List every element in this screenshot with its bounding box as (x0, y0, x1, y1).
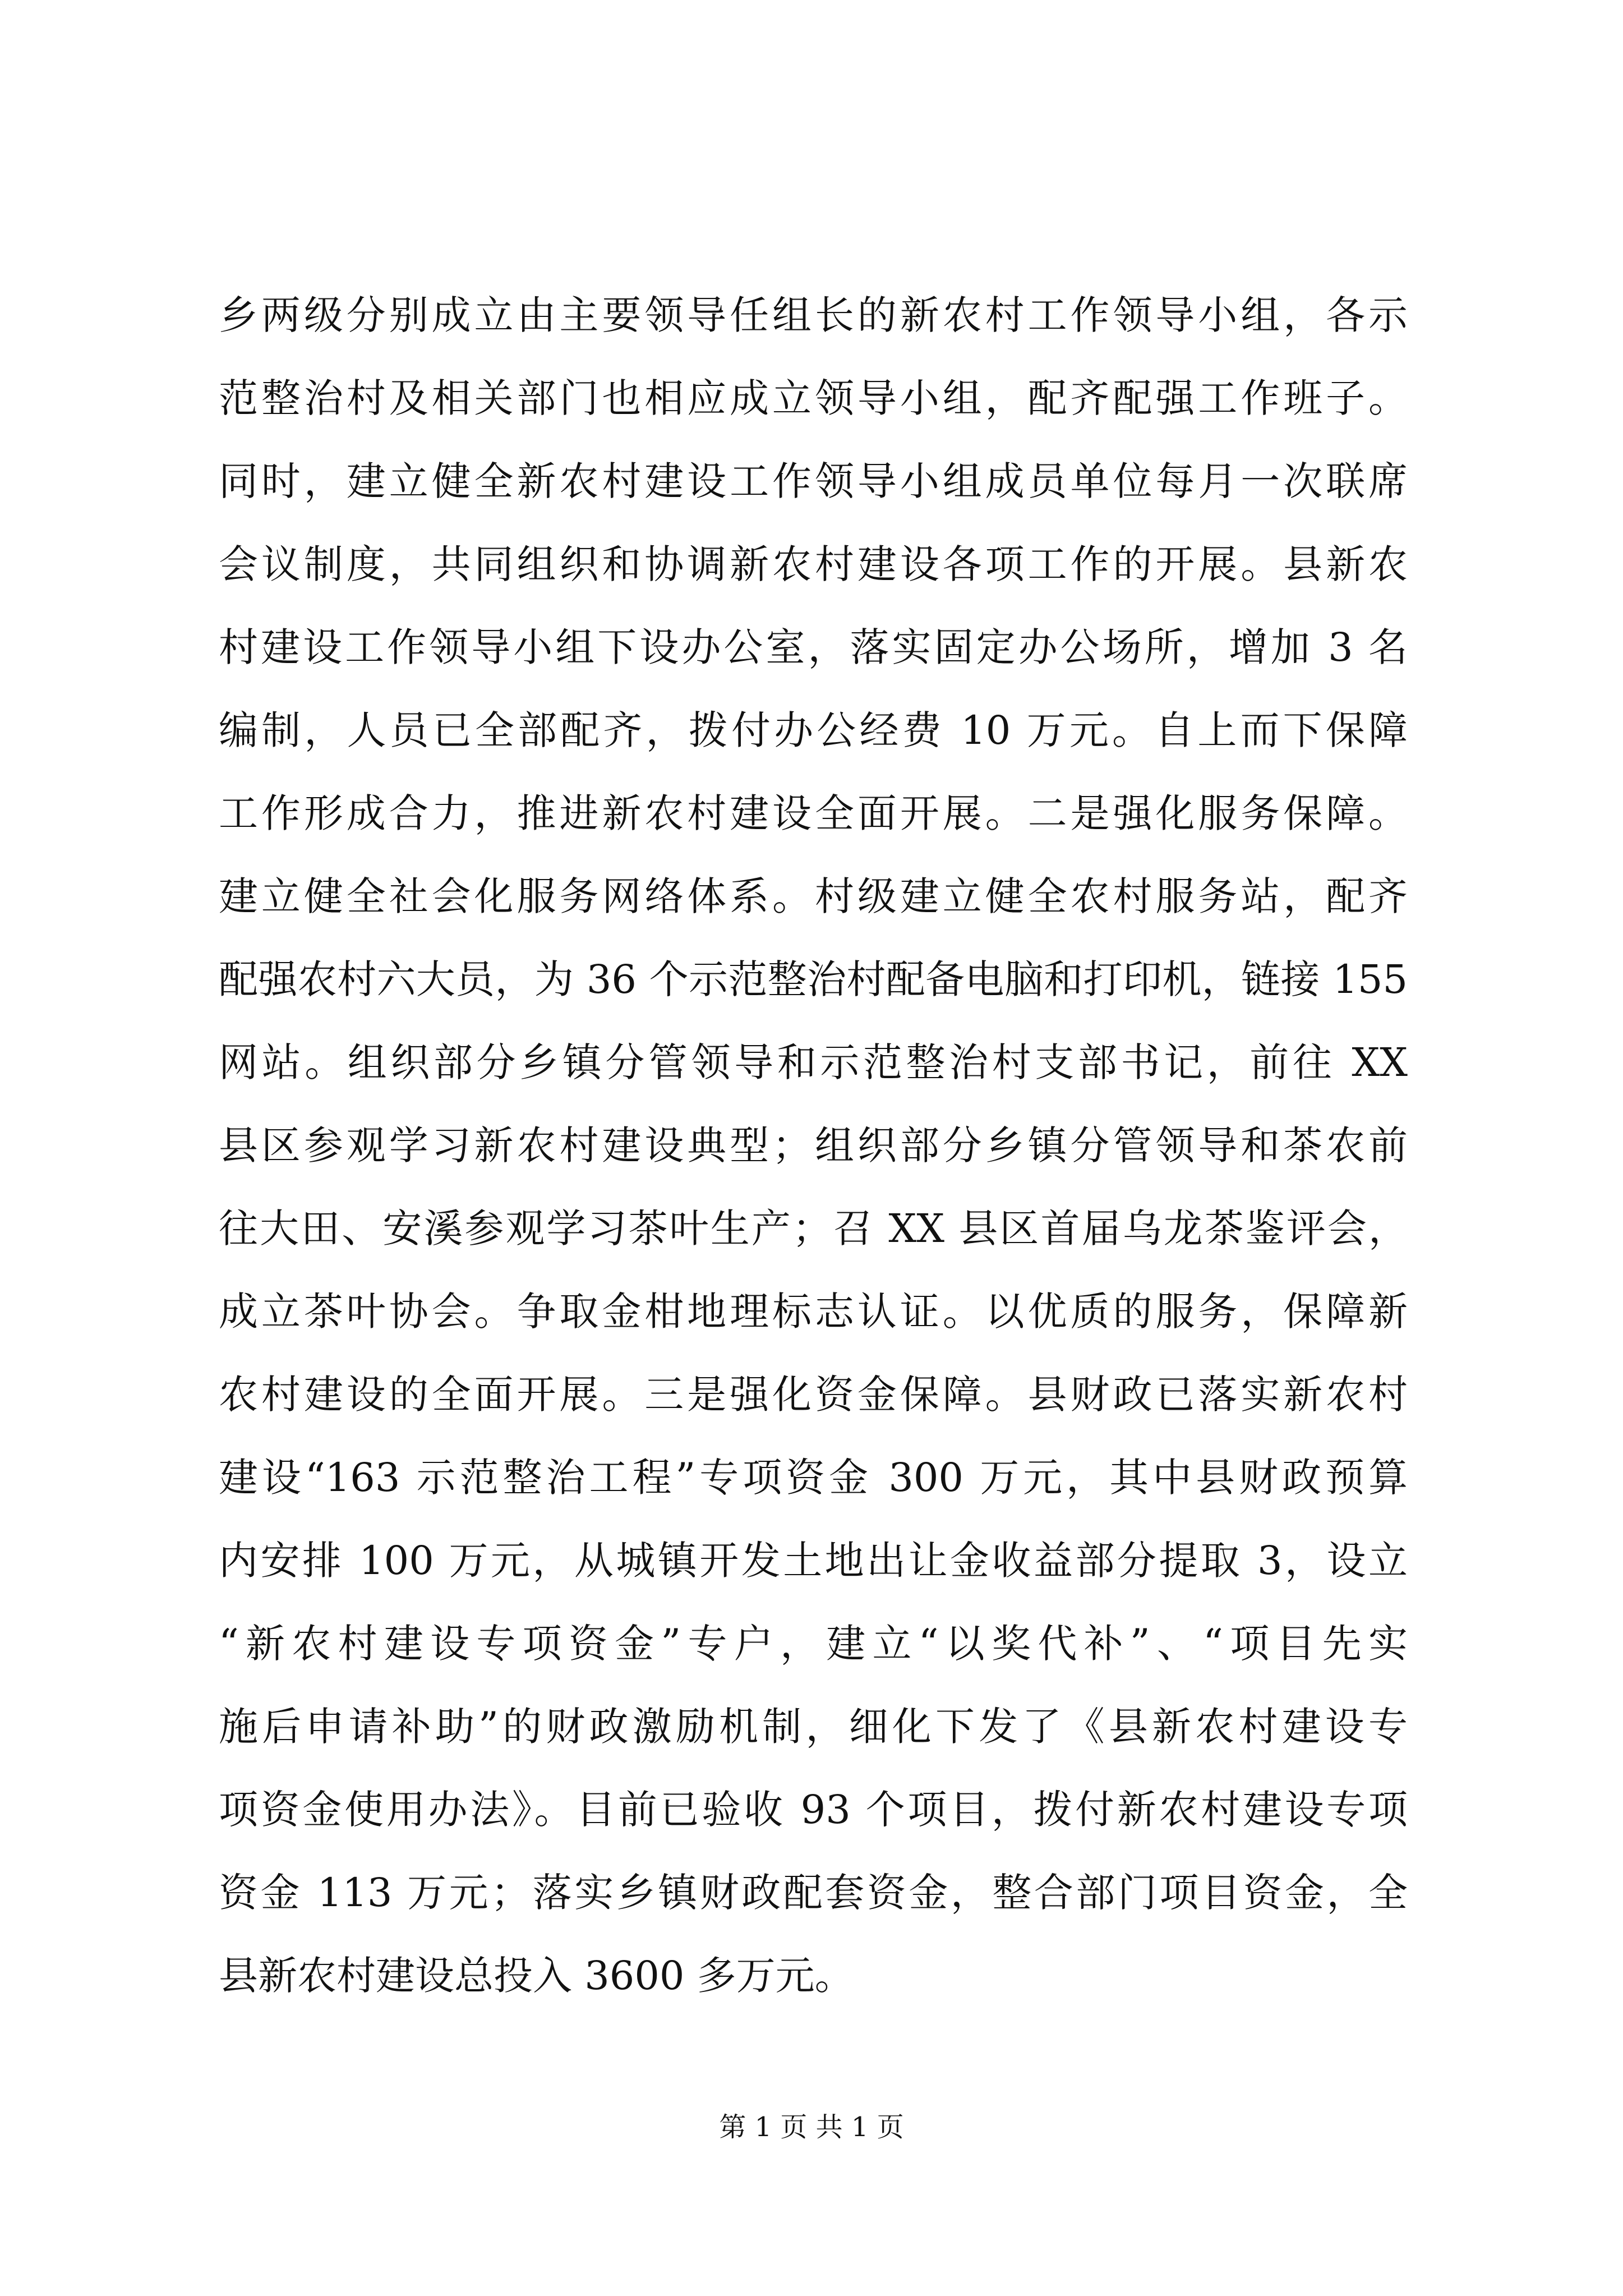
text-line: “新农村建设专项资金”专户，建立“以奖代补”、“项目先实 (219, 1621, 1408, 1667)
text-line: 农村建设的全面开展。三是强化资金保障。县财政已落实新农村 (219, 1372, 1408, 1418)
text-line: 施后申请补助”的财政激励机制，细化下发了《县新农村建设专 (219, 1704, 1408, 1750)
text-line: 往大田、安溪参观学习茶叶生产；召 XX 县区首届乌龙茶鉴评会， (219, 1205, 1408, 1251)
page-number-footer: 第 1 页 共 1 页 (719, 2111, 904, 2143)
text-line: 内安排 100 万元，从城镇开发土地出让金收益部分提取 3，设立 (219, 1538, 1408, 1584)
text-line: 配强农村六大员，为 36 个示范整治村配备电脑和打印机，链接 155 (219, 956, 1408, 1002)
text-line: 乡两级分别成立由主要领导任组长的新农村工作领导小组，各示 (219, 292, 1408, 338)
text-line: 同时，建立健全新农村建设工作领导小组成员单位每月一次联席 (219, 458, 1408, 504)
body-paragraph (219, 274, 1408, 2017)
text-line: 成立茶叶协会。争取金柑地理标志认证。以优质的服务，保障新 (219, 1289, 1408, 1335)
text-line: 网站。组织部分乡镇分管领导和示范整治村支部书记，前往 XX (219, 1039, 1408, 1085)
text-line: 工作形成合力，推进新农村建设全面开展。二是强化服务保障。 (219, 790, 1408, 836)
text-line: 范整治村及相关部门也相应成立领导小组，配齐配强工作班子。 (219, 375, 1408, 421)
text-line: 建立健全社会化服务网络体系。村级建立健全农村服务站，配齐 (219, 873, 1408, 919)
text-line: 村建设工作领导小组下设办公室，落实固定办公场所，增加 3 名 (219, 624, 1408, 670)
text-line: 县区参观学习新农村建设典型；组织部分乡镇分管领导和茶农前 (219, 1122, 1408, 1168)
text-line: 建设“163 示范整治工程”专项资金 300 万元，其中县财政预算 (219, 1455, 1408, 1501)
text-line: 项资金使用办法》。目前已验收 93 个项目，拨付新农村建设专项 (219, 1787, 1408, 1833)
text-line: 编制，人员已全部配齐，拨付办公经费 10 万元。自上而下保障 (219, 707, 1408, 753)
text-line: 资金 113 万元；落实乡镇财政配套资金，整合部门项目资金，全 (219, 1870, 1408, 1916)
text-line: 县新农村建设总投入 3600 多万元。 (219, 1953, 854, 1999)
text-line: 会议制度，共同组织和协调新农村建设各项工作的开展。县新农 (219, 541, 1408, 587)
